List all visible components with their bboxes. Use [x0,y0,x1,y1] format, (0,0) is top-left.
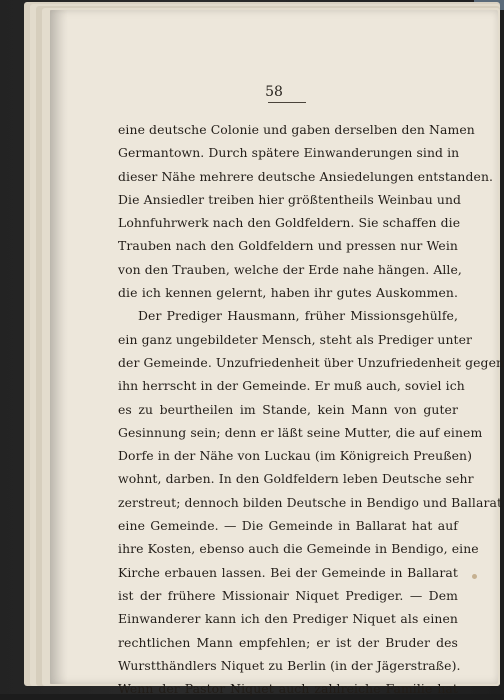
page-number-rule [268,102,306,103]
text-line: Wenn der Pastor Niquet auch zahlreiche Familie hat [118,681,458,697]
text-line: dieser Nähe mehrere deutsche Ansiedelungen entstanden. [118,168,494,184]
text-line: Die Ansiedler treiben hier größtentheils Weinbau und [118,191,462,207]
page-number: 58 [265,84,283,100]
text-line: Der Prediger Hausmann, früher Missionsgehülfe, [138,308,458,324]
text-line: eine Gemeinde. — Die Gemeinde in Ballarat hat auf [118,518,458,534]
text-line: ihre Kosten, ebenso auch die Gemeinde in Bendigo, eine [118,541,479,557]
text-line: ist der frühere Missionair Niquet Prediger. — Dem [118,587,458,603]
text-line: die ich kennen gelernt, haben ihr gutes Auskommen. [118,285,458,301]
text-line: wohnt, darben. In den Goldfeldern leben Deutsche sehr [118,471,474,487]
paper-stain [472,574,477,579]
text-line: Gesinnung sein; denn er läßt seine Mutter, die auf einem [118,424,483,440]
text-line: Wurstthändlers Niquet zu Berlin (in der Jägerstraße). [118,657,461,673]
body-text [118,118,504,700]
text-line: ihn herrscht in der Gemeinde. Er muß auch, soviel ich [118,378,465,394]
text-line: Germantown. Durch spätere Einwanderungen sind in [118,145,460,161]
text-line: eine deutsche Colonie und gaben derselben den Namen [118,122,475,137]
text-line: von den Trauben, welche der Erde nahe hängen. Alle, [118,261,462,277]
text-line: es zu beurtheilen im Stande, kein Mann von guter [118,401,458,417]
text-line: ein ganz ungebildeter Mensch, steht als Prediger unter [118,331,473,347]
text-line: Trauben nach den Goldfeldern und pressen nur Wein [118,238,458,254]
text-line: zerstreut; dennoch bilden Deutsche in Bendigo und Ballarat [118,494,503,510]
text-line: Kirche erbauen lassen. Bei der Gemeinde in Ballarat [118,564,458,580]
text-line: rechtlichen Mann empfehlen; er ist der Bruder des [118,634,458,650]
text-line: Einwanderer kann ich den Prediger Niquet als einen [118,611,458,627]
text-line: Lohnfuhrwerk nach den Goldfeldern. Sie schaffen die [118,215,461,231]
spine-shadow [50,10,68,684]
text-line: der Gemeinde. Unzufriedenheit über Unzufriedenheit gegen [118,354,504,370]
text-line: Dorfe in der Nähe von Luckau (im Königreich Preußen) [118,448,473,464]
